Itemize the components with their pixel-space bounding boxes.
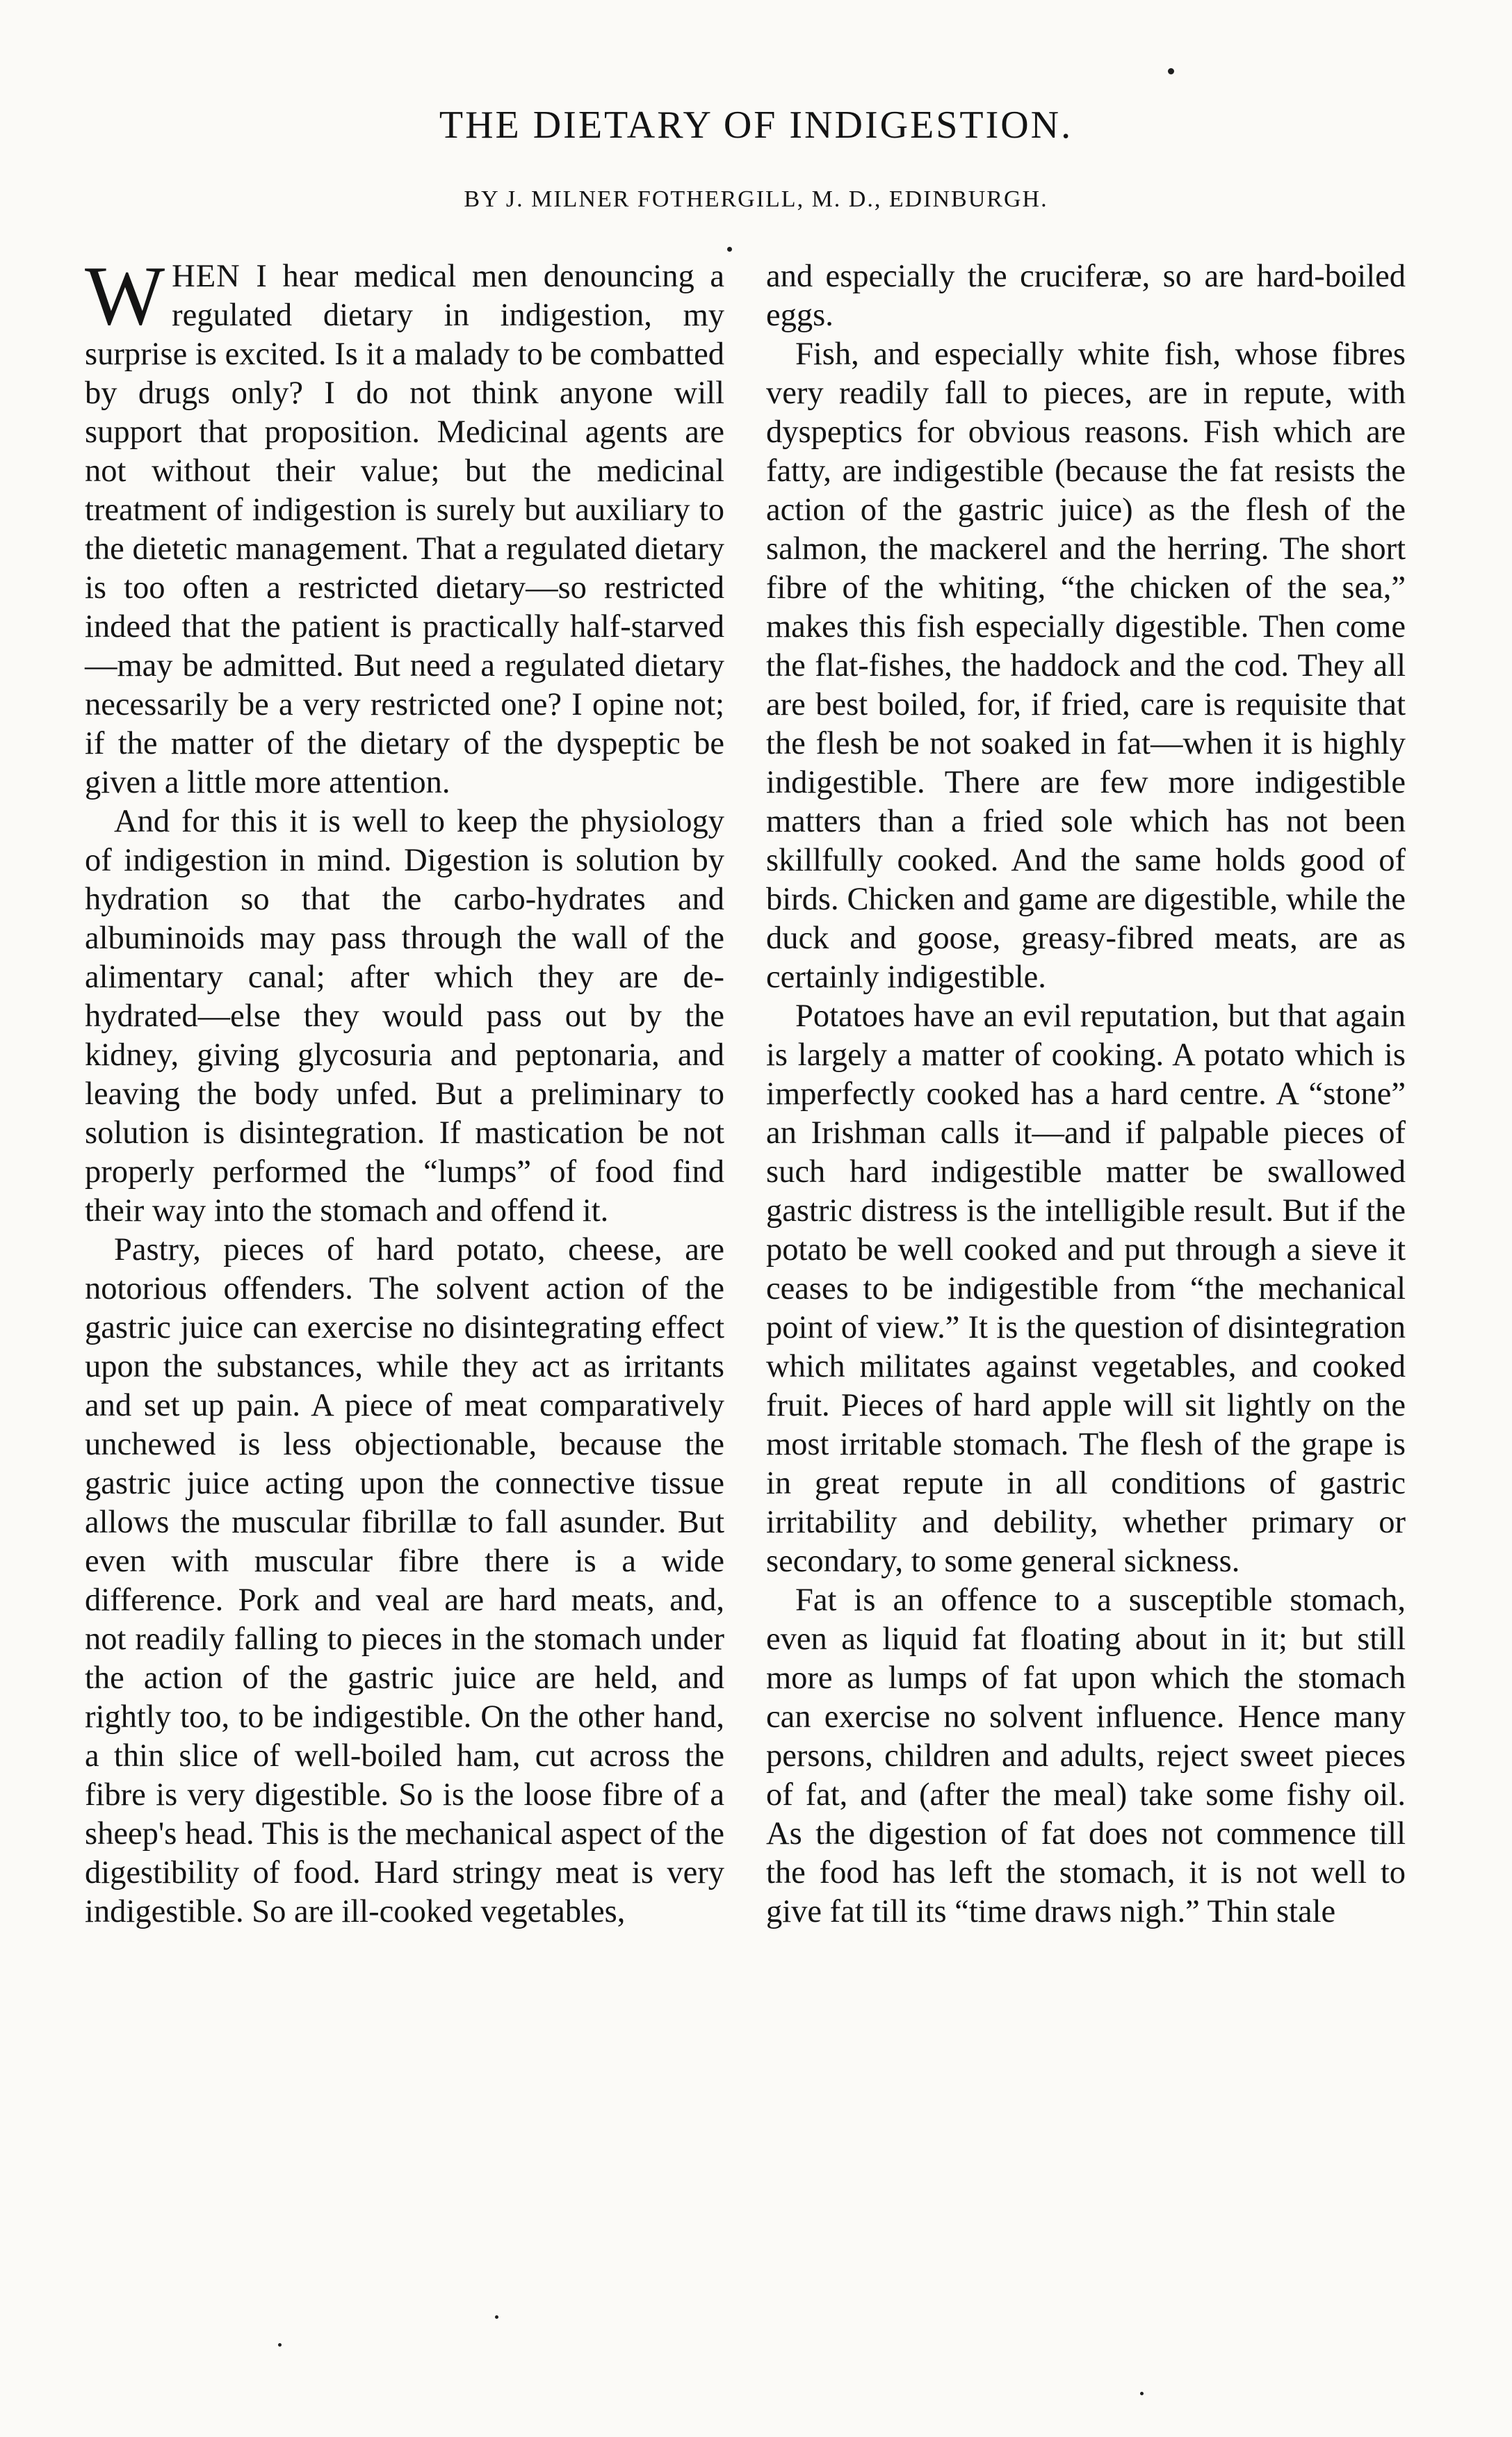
article-byline: BY J. MILNER FOTHERGILL, M. D., EDINBURGH. — [464, 186, 1048, 212]
paragraph-continuation: and especially the cruciferæ, so are hard-boiled eggs. — [766, 259, 1406, 333]
paragraph-fish: Fish, and especially white fish, whose fibres very readily fall to pieces, are in repute, with dyspeptics for obvious reasons. Fish which are fatty, are indigestible (because the fat resists the action of the gastric juice) as the flesh of the salmon, the mackerel and the herring. The short fibre of the whiting, “the chicken of the sea,” makes this fish especially digestible. Then come the flat-fishes, the haddock and the cod. They all are best boiled, for, if fried, care is requisite that the flesh be not soaked in fat—when it is highly indigestible. There are few more indigestible matters than a fried sole which has not been skillfully cooked. And the same holds good of birds. Chicken and game are digestible, while the duck and goose, greasy-fibred meats, are as certainly indigestible. — [766, 337, 1406, 995]
lead-text: I hear medical men denouncing a regulated dietary in indigestion, my surprise is excited. Is it a malady to be combatted by drugs only? I do not think anyone will support that proposition. Medicinal agents are not without their value; but the medicinal treatment of indigestion is surely but auxiliary to the dietetic management. That a regulated dietary is too often a restricted dietary—so restricted indeed that the patient is practically half-starved—may be admitted. But need a regulated dietary necessarily be a very restricted one? I opine not; if the matter of the dietary of the dyspeptic be given a little more attention. — [85, 259, 724, 800]
article-title: THE DIETARY OF INDIGESTION. — [439, 104, 1073, 147]
scan-speck — [278, 2343, 282, 2347]
scan-speck — [495, 2315, 498, 2319]
left-column — [85, 249, 724, 1932]
paragraph-physiology: And for this it is well to keep the physiology of indigestion in mind. Digestion is solution by hydration so that the carbo-hydrates and albuminoids may pass through the wall of the alimentary canal; after which they are de-hydrated—else they would pass out by the kidney, giving glycosuria and peptonaria, and leaving the body unfed. But a preliminary to solution is disintegration. If mastication be not properly performed the “lumps” of food find their way into the stomach and offend it. — [85, 804, 724, 1229]
scan-speck — [1168, 68, 1174, 74]
paragraph-potatoes: Potatoes have an evil reputation, but that again is largely a matter of cooking. A potato which is imperfectly cooked has a hard centre. A “stone” an Irishman calls it—and if palpable pieces of such hard indigestible matter be swallowed gastric distress is the intelligible result. But if the potato be well cooked and put through a sieve it ceases to be indigestible from “the mechanical point of view.” It is the question of disintegration which militates against vegetables, and cooked fruit. Pieces of hard apple will sit lightly on the most irritable stomach. The flesh of the grape is in great repute in all conditions of gastric irritability and debility, whether primary or secondary, to some general sickness. — [766, 998, 1406, 1579]
paragraph-pastry: Pastry, pieces of hard potato, cheese, are notorious offenders. The solvent action of the gastric juice can exercise no disintegrating effect upon the substances, while they act as irritants and set up pain. A piece of meat comparatively unchewed is less objectionable, because the gastric juice acting upon the connective tissue allows the muscular fibrillæ to fall asunder. But even with muscular fibre there is a wide difference. Pork and veal are hard meats, and, not readily falling to pieces in the stomach under the action of the gastric juice are held, and rightly too, to be indigestible. On the other hand, a thin slice of well-boiled ham, cut across the fibre is very digestible. So is the loose fibre of a sheep's head. This is the mechanical aspect of the digestibility of food. Hard stringy meat is very indigestible. So are ill-cooked vegetables, — [85, 1232, 724, 1929]
drop-cap: W — [85, 249, 165, 343]
lead-paragraph — [85, 249, 724, 802]
scan-speck — [727, 247, 732, 252]
lead-caps: HEN — [172, 259, 241, 294]
paragraph-fat: Fat is an offence to a susceptible stomach, even as liquid fat floating about in it; but still more as lumps of fat upon which the stomach can exercise no solvent influence. Hence many persons, children and adults, reject sweet pieces of fat, and (after the meal) take some fishy oil. As the digestion of fat does not commence till the food has left the stomach, it is not well to give fat till its “time draws nigh.” Thin stale — [766, 1582, 1406, 1929]
scan-speck — [1140, 2392, 1144, 2395]
right-column — [766, 257, 1406, 1932]
